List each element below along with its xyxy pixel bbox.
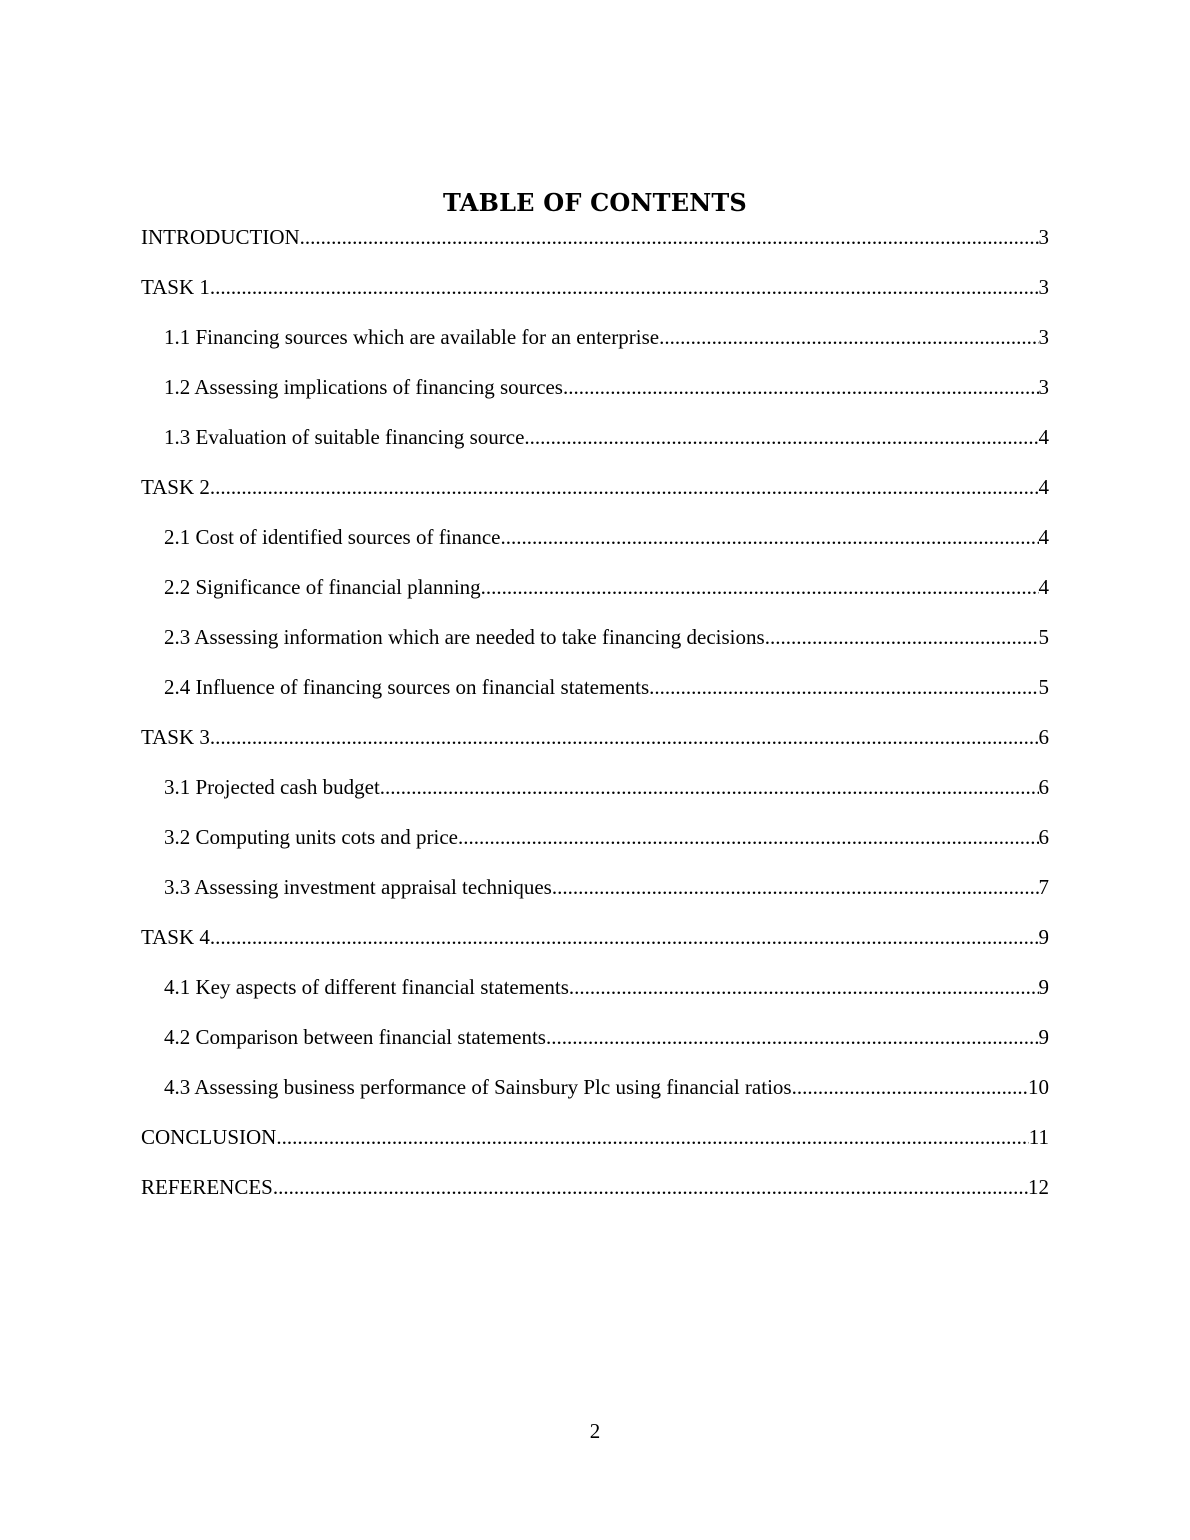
toc-entry[interactable] [141, 721, 1049, 771]
toc-entry-page: 3 [1038, 325, 1049, 349]
toc-entry-page: 4 [1038, 425, 1049, 449]
toc-entry-label: TASK 3 [141, 725, 210, 749]
toc-entry-label: 1.1 Financing sources which are available for an enterprise [164, 325, 660, 349]
toc-entry-label: 2.2 Significance of financial planning [164, 575, 481, 599]
toc-dot-leader [546, 1021, 1039, 1053]
toc-entry-label: 2.1 Cost of identified sources of finance [164, 525, 501, 549]
toc-subentry[interactable] [141, 521, 1049, 571]
toc-entry-page: 6 [1038, 825, 1049, 849]
toc-dot-leader [300, 221, 1039, 253]
toc-entry-page: 4 [1038, 525, 1049, 549]
toc-entry-label: INTRODUCTION [141, 225, 300, 249]
toc-entry-page: 3 [1038, 275, 1049, 299]
toc-subentry[interactable] [141, 871, 1049, 921]
toc-dot-leader [273, 1171, 1028, 1203]
toc-list [141, 221, 1049, 1221]
toc-subentry[interactable] [141, 571, 1049, 621]
toc-subentry[interactable] [141, 771, 1049, 821]
toc-dot-leader [458, 821, 1039, 853]
toc-dot-leader [210, 271, 1039, 303]
toc-dot-leader [563, 371, 1039, 403]
toc-entry-label: TASK 4 [141, 925, 210, 949]
toc-dot-leader [380, 771, 1039, 803]
toc-entry-page: 9 [1038, 975, 1049, 999]
toc-entry-page: 11 [1028, 1125, 1049, 1149]
toc-dot-leader [210, 721, 1039, 753]
toc-subentry[interactable] [141, 971, 1049, 1021]
toc-subentry[interactable] [141, 1071, 1049, 1121]
toc-entry[interactable] [141, 1121, 1049, 1171]
toc-entry-label: 3.1 Projected cash budget [164, 775, 380, 799]
toc-dot-leader [501, 521, 1039, 553]
toc-dot-leader [481, 571, 1039, 603]
toc-entry[interactable] [141, 921, 1049, 971]
page-number: 2 [589, 1419, 601, 1443]
toc-entry-page: 7 [1038, 875, 1049, 899]
toc-entry-label: 4.1 Key aspects of different financial statements [164, 975, 569, 999]
toc-dot-leader [659, 321, 1038, 353]
toc-entry[interactable] [141, 1171, 1049, 1221]
toc-entry-label: 4.3 Assessing business performance of Sainsbury Plc using financial ratios [164, 1075, 792, 1099]
toc-subentry[interactable] [141, 821, 1049, 871]
toc-entry-label: 3.2 Computing units cots and price [164, 825, 458, 849]
toc-entry[interactable] [141, 471, 1049, 521]
toc-entry[interactable] [141, 271, 1049, 321]
toc-dot-leader [649, 671, 1038, 703]
toc-entry-label: CONCLUSION [141, 1125, 277, 1149]
toc-title: TABLE OF CONTENTS [443, 188, 747, 217]
toc-entry-page: 3 [1038, 225, 1049, 249]
toc-entry-page: 9 [1038, 925, 1049, 949]
toc-entry-page: 6 [1038, 775, 1049, 799]
toc-entry-page: 4 [1038, 575, 1049, 599]
toc-entry-label: REFERENCES [141, 1175, 273, 1199]
toc-entry-label: 1.3 Evaluation of suitable financing source [164, 425, 525, 449]
toc-dot-leader [552, 871, 1039, 903]
toc-entry-label: TASK 2 [141, 475, 210, 499]
toc-entry-label: 4.2 Comparison between financial statements [164, 1025, 546, 1049]
toc-entry[interactable] [141, 221, 1049, 271]
toc-subentry[interactable] [141, 671, 1049, 721]
toc-subentry[interactable] [141, 421, 1049, 471]
toc-subentry[interactable] [141, 321, 1049, 371]
toc-entry-page: 4 [1038, 475, 1049, 499]
toc-dot-leader [792, 1071, 1028, 1103]
toc-dot-leader [210, 471, 1039, 503]
toc-entry-page: 12 [1028, 1175, 1049, 1199]
toc-entry-page: 5 [1038, 675, 1049, 699]
toc-dot-leader [276, 1121, 1028, 1153]
toc-entry-page: 6 [1038, 725, 1049, 749]
toc-entry-label: 2.4 Influence of financing sources on financial statements [164, 675, 650, 699]
toc-dot-leader [524, 421, 1038, 453]
toc-entry-page: 9 [1038, 1025, 1049, 1049]
toc-subentry[interactable] [141, 371, 1049, 421]
toc-dot-leader [210, 921, 1039, 953]
toc-entry-label: 1.2 Assessing implications of financing sources [164, 375, 563, 399]
toc-dot-leader [765, 621, 1039, 653]
toc-entry-label: 3.3 Assessing investment appraisal techniques [164, 875, 552, 899]
toc-dot-leader [569, 971, 1039, 1003]
toc-entry-label: 2.3 Assessing information which are needed to take financing decisions [164, 625, 765, 649]
toc-entry-page: 5 [1038, 625, 1049, 649]
toc-entry-label: TASK 1 [141, 275, 210, 299]
toc-entry-page: 3 [1038, 375, 1049, 399]
toc-subentry[interactable] [141, 621, 1049, 671]
toc-entry-page: 10 [1028, 1075, 1049, 1099]
toc-subentry[interactable] [141, 1021, 1049, 1071]
